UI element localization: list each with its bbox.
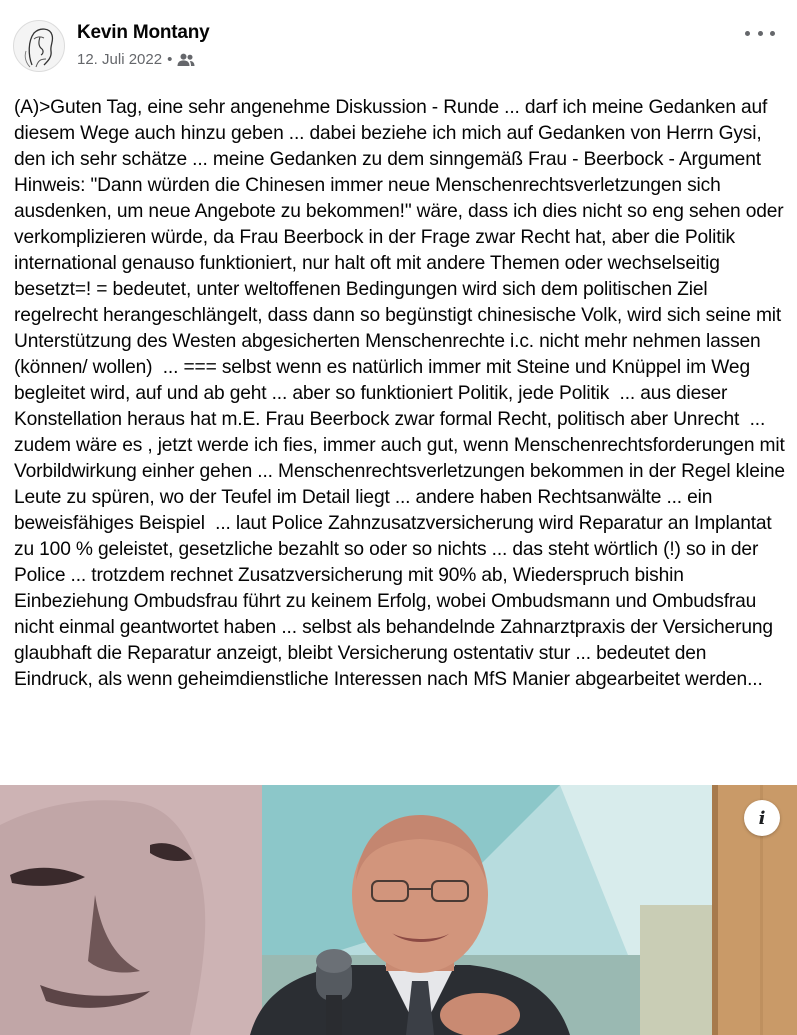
author-name[interactable]: Kevin Montany [77,22,210,43]
meta-separator: • [167,51,173,68]
post-meta [77,51,195,68]
info-button[interactable]: i [744,800,780,836]
more-options-icon[interactable] [745,24,775,42]
post-date[interactable]: 12. Juli 2022 [77,51,163,68]
post-photo[interactable] [0,785,797,1035]
post-text: (A)>Guten Tag, eine sehr angenehme Diskussion - Runde ... darf ich meine Gedanken auf diesem Wege auch hinzu geben ... dabei beziehe ich mich auf Gedanken von Herrn Gysi, den ich sehr schätze ... meine Gedanken zu dem sinngemäß Frau - Beerbock - Argument Hinweis: "Dann würden die Chinesen immer neue Menschenrechtsverletzungen sich ausdenken, um neue Angebote zu bekommen!" wäre, dass ich dies nicht so eng sehen oder verkomplizieren würde, da Frau Beerbock in der Frage zwar Recht hat, aber die Politik international genauso funktioniert, nur halt oft mit andere Themen oder wechselseitig besetzt=! = bedeutet, unter weltoffenen Bedingungen wird sich dem politischen Ziel regelrecht herangeschlängelt, dass dann so begünstigt chinesische Volk, wird sich seine mit Unterstützung des Westen abgesicherten Menschenrechte i.c. nicht mehr nehmen lassen (können/ wollen) ... === selbst wenn es natürlich immer mit Steine und Knüppel im Weg begleitet wird, auf und ab geht ... aber so funktioniert Politik, jede Politik ... aus dieser Konstellation heraus hat m.E. Frau Beerbock zwar formal Recht, politisch aber Unrecht ... zudem wäre es , jetzt werde ich fies, immer auch gut, wenn Menschenrechtsforderungen mit Vorbildwirkung einher gehen ... Menschenrechtsverletzungen bekommen in der Regel kleine Leute zu spüren, wo der Teufel im Detail liegt ... andere haben Rechtsanwälte ... ein beweisfähiges Beispiel ... laut Police Zahnzusatzversicherung wird Reparatur an Implantat zu 100 % geleistet, gesetzliche bezahlt so oder so nichts ... das steht wörtlich (!) so in der Police ... trotzdem rechnet Zusatzversicherung mit 90% ab, Wiederspruch bishin Einbeziehung Ombudsfrau führt zu keinem Erfolg, wobei Ombudsmann und Ombudsfrau nicht einmal geantwortet haben ... selbst als behandelnde Zahnarztpraxis der Versicherung glaubhaft die Reparatur anzeigt, bleibt Versicherung ostentativ stur ... bedeutet den Eindruck, als wenn geheimdienstliche Interessen nach MfS Manier abgearbeitet werden... [14,97,791,690]
post-header [0,0,797,90]
photo-illustration [0,785,797,1035]
friends-icon[interactable] [177,53,195,67]
avatar-sketch-icon [14,21,65,72]
avatar[interactable] [13,20,65,72]
